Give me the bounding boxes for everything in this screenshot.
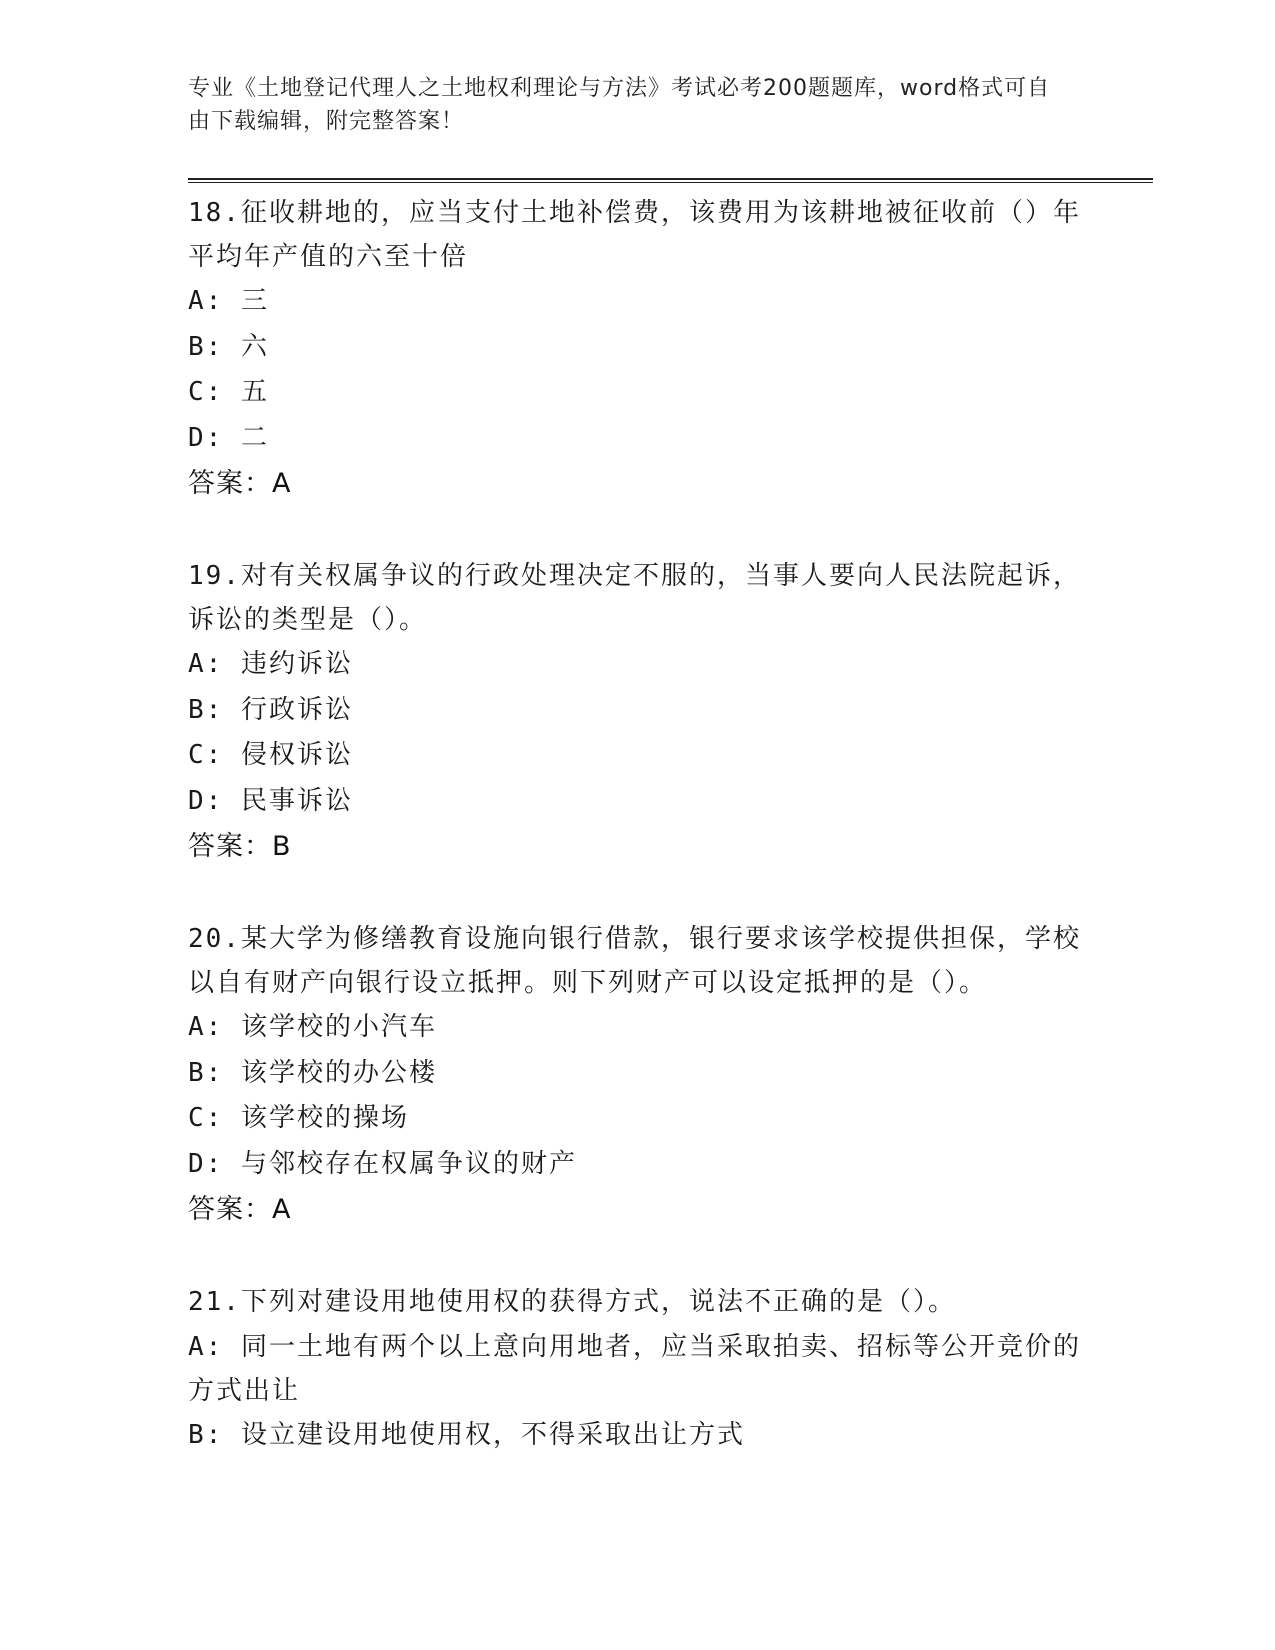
answer-line: 答案：B — [188, 831, 292, 862]
question-stem: 20.某大学为修缮教育设施向银行借款，银行要求该学校提供担保，学校以自有财产向银行设立抵押。则下列财产可以设定抵押的是（）。 — [188, 924, 1081, 998]
question-spacer — [188, 1232, 1088, 1280]
option-c: C: 侵权诉讼 — [188, 740, 353, 770]
option-b: B: 行政诉讼 — [188, 694, 353, 725]
option-a: A: 三 — [188, 286, 269, 316]
question-stem: 19.对有关权属争议的行政处理决定不服的，当事人要向人民法院起诉，诉讼的类型是（）。 — [188, 561, 1081, 635]
option-b: B: 该学校的办公楼 — [188, 1057, 437, 1088]
question-20 — [188, 917, 1088, 1232]
question-stem: 18.征收耕地的，应当支付土地补偿费，该费用为该耕地被征收前（）年平均年产值的六至十倍 — [188, 198, 1081, 272]
question-spacer — [188, 869, 1088, 917]
question-19 — [188, 554, 1088, 869]
option-d: D: 二 — [188, 422, 269, 453]
option-b: B: 六 — [188, 331, 269, 362]
question-18 — [188, 191, 1088, 506]
question-stem: 21.下列对建设用地使用权的获得方式，说法不正确的是（）。 — [188, 1287, 956, 1317]
option-b: B: 设立建设用地使用权，不得采取出让方式 — [188, 1420, 745, 1450]
option-a: A: 该学校的小汽车 — [188, 1012, 437, 1042]
option-a: A: 同一土地有两个以上意向用地者，应当采取拍卖、招标等公开竞价的方式出让 — [188, 1332, 1081, 1406]
option-d: D: 民事诉讼 — [188, 785, 353, 816]
option-c: C: 五 — [188, 377, 269, 407]
page-header: 专业《土地登记代理人之土地权利理论与方法》考试必考200题题库，word格式可自由下载编辑，附完整答案！ — [188, 76, 1051, 134]
question-spacer — [188, 506, 1088, 554]
question-list — [188, 191, 1088, 1459]
question-21 — [188, 1280, 1088, 1459]
option-a: A: 违约诉讼 — [188, 649, 353, 679]
header-divider — [188, 178, 1153, 183]
option-d: D: 与邻校存在权属争议的财产 — [188, 1148, 577, 1179]
answer-line: 答案：A — [188, 468, 292, 499]
answer-line: 答案：A — [188, 1194, 292, 1225]
option-c: C: 该学校的操场 — [188, 1103, 409, 1133]
